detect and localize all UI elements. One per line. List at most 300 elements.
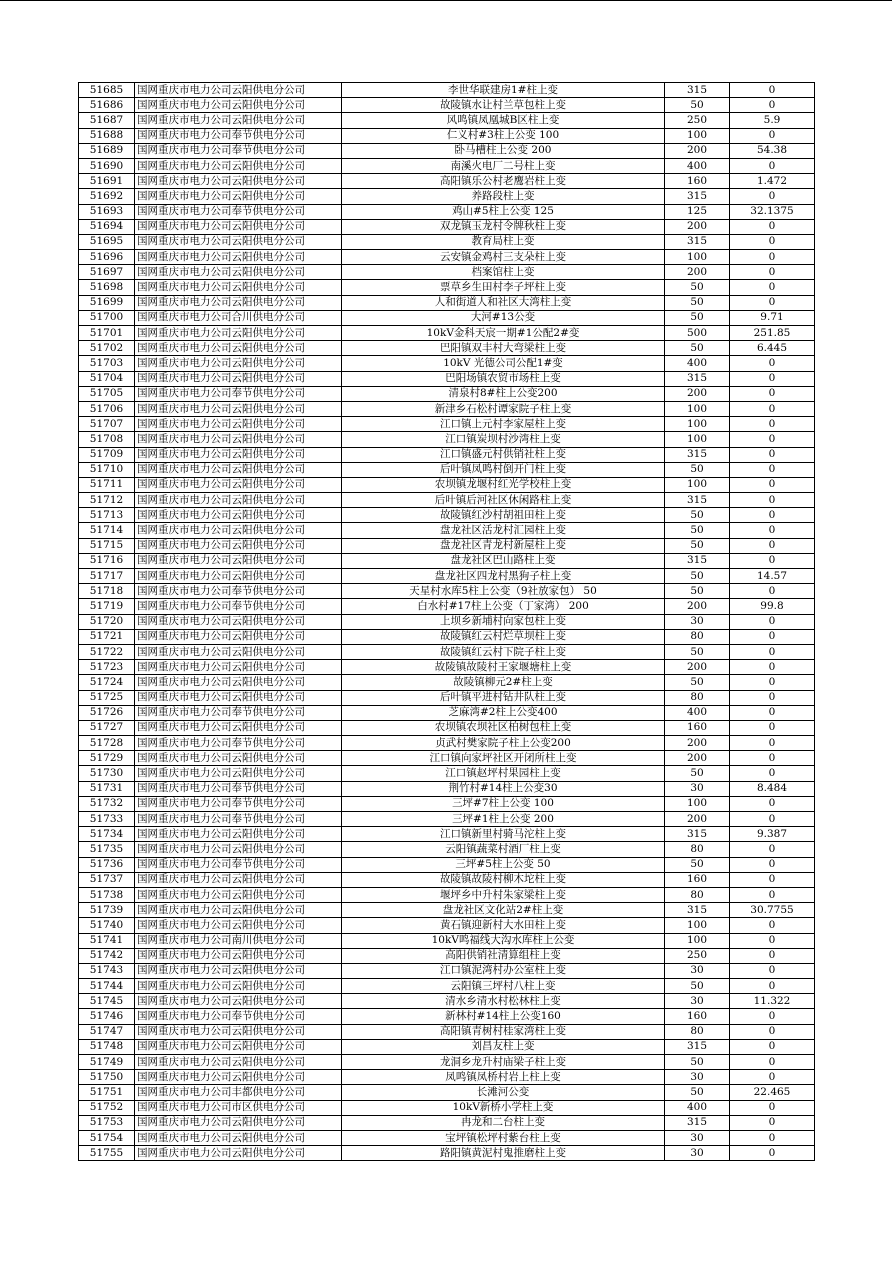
- value-cell: 0: [730, 295, 815, 310]
- value-cell: 0: [730, 857, 815, 872]
- value-cell: 0: [730, 553, 815, 568]
- capacity-cell: 80: [665, 842, 730, 857]
- row-id-cell: 51731: [79, 781, 135, 796]
- row-id-cell: 51685: [79, 83, 135, 98]
- capacity-cell: 315: [665, 83, 730, 98]
- table-row: [79, 1024, 815, 1039]
- transformer-name-cell: 故陵镇红沙村胡祖田柱上变: [342, 508, 665, 523]
- table-row: [79, 675, 815, 690]
- value-cell: 0: [730, 796, 815, 811]
- row-id-cell: 51719: [79, 599, 135, 614]
- transformer-table-body: [79, 83, 815, 1161]
- transformer-name-cell: 卧马槽柱上公变 200: [342, 143, 665, 158]
- company-cell: 国网重庆市电力公司云阳供电分公司: [135, 553, 342, 568]
- table-row: [79, 326, 815, 341]
- value-cell: 0: [730, 629, 815, 644]
- row-id-cell: 51724: [79, 675, 135, 690]
- transformer-name-cell: 大河#13公变: [342, 310, 665, 325]
- transformer-table: [78, 82, 815, 1161]
- value-cell: 251.85: [730, 326, 815, 341]
- row-id-cell: 51739: [79, 903, 135, 918]
- row-id-cell: 51754: [79, 1130, 135, 1145]
- company-cell: 国网重庆市电力公司云阳供电分公司: [135, 174, 342, 189]
- capacity-cell: 500: [665, 326, 730, 341]
- transformer-name-cell: 后叶镇凤鸣村倒开门柱上变: [342, 462, 665, 477]
- capacity-cell: 200: [665, 265, 730, 280]
- transformer-name-cell: 10kV鸣福线大沟水库柱上公变: [342, 933, 665, 948]
- capacity-cell: 400: [665, 705, 730, 720]
- transformer-name-cell: 高阳镇青树村桂家湾柱上变: [342, 1024, 665, 1039]
- company-cell: 国网重庆市电力公司云阳供电分公司: [135, 629, 342, 644]
- row-id-cell: 51690: [79, 158, 135, 173]
- row-id-cell: 51696: [79, 250, 135, 265]
- capacity-cell: 315: [665, 553, 730, 568]
- capacity-cell: 50: [665, 979, 730, 994]
- transformer-name-cell: 云阳镇蔬菜村酒厂柱上变: [342, 842, 665, 857]
- capacity-cell: 160: [665, 1009, 730, 1024]
- transformer-name-cell: 10kV新桥小学柱上变: [342, 1100, 665, 1115]
- transformer-name-cell: 芝麻湾#2柱上公变400: [342, 705, 665, 720]
- table-row: [79, 234, 815, 249]
- value-cell: 0: [730, 720, 815, 735]
- capacity-cell: 30: [665, 614, 730, 629]
- table-row: [79, 751, 815, 766]
- value-cell: 0: [730, 371, 815, 386]
- transformer-name-cell: 故陵镇故陵村王家堰塘柱上变: [342, 660, 665, 675]
- transformer-name-cell: 三坪#1柱上公变 200: [342, 812, 665, 827]
- transformer-name-cell: 盘龙社区四龙村黑狗子柱上变: [342, 569, 665, 584]
- row-id-cell: 51691: [79, 174, 135, 189]
- transformer-name-cell: 江口镇上元村李家屋柱上变: [342, 417, 665, 432]
- table-row: [79, 371, 815, 386]
- table-row: [79, 265, 815, 280]
- transformer-name-cell: 盘龙社区青龙村新屋柱上变: [342, 538, 665, 553]
- row-id-cell: 51703: [79, 356, 135, 371]
- value-cell: 0: [730, 933, 815, 948]
- row-id-cell: 51704: [79, 371, 135, 386]
- table-row: [79, 979, 815, 994]
- table-row: [79, 143, 815, 158]
- company-cell: 国网重庆市电力公司奉节供电分公司: [135, 781, 342, 796]
- company-cell: 国网重庆市电力公司云阳供电分公司: [135, 508, 342, 523]
- value-cell: 6.445: [730, 341, 815, 356]
- value-cell: 0: [730, 1130, 815, 1145]
- capacity-cell: 315: [665, 493, 730, 508]
- row-id-cell: 51747: [79, 1024, 135, 1039]
- row-id-cell: 51718: [79, 584, 135, 599]
- table-row: [79, 660, 815, 675]
- row-id-cell: 51750: [79, 1070, 135, 1085]
- transformer-name-cell: 故陵镇水让村兰草包柱上变: [342, 98, 665, 113]
- row-id-cell: 51742: [79, 948, 135, 963]
- company-cell: 国网重庆市电力公司奉节供电分公司: [135, 1009, 342, 1024]
- value-cell: 0: [730, 538, 815, 553]
- company-cell: 国网重庆市电力公司云阳供电分公司: [135, 963, 342, 978]
- row-id-cell: 51710: [79, 462, 135, 477]
- table-row: [79, 417, 815, 432]
- value-cell: 54.38: [730, 143, 815, 158]
- table-row: [79, 584, 815, 599]
- table-row: [79, 1115, 815, 1130]
- value-cell: 0: [730, 963, 815, 978]
- capacity-cell: 50: [665, 508, 730, 523]
- company-cell: 国网重庆市电力公司奉节供电分公司: [135, 386, 342, 401]
- company-cell: 国网重庆市电力公司云阳供电分公司: [135, 644, 342, 659]
- transformer-name-cell: 档案馆柱上变: [342, 265, 665, 280]
- transformer-name-cell: 养路段柱上变: [342, 189, 665, 204]
- table-row: [79, 994, 815, 1009]
- company-cell: 国网重庆市电力公司云阳供电分公司: [135, 341, 342, 356]
- transformer-name-cell: 10kV 光德公司公配1#变: [342, 356, 665, 371]
- value-cell: 0: [730, 660, 815, 675]
- transformer-name-cell: 龙洞乡龙升村庙梁子柱上变: [342, 1055, 665, 1070]
- table-row: [79, 705, 815, 720]
- value-cell: 0: [730, 979, 815, 994]
- capacity-cell: 80: [665, 1024, 730, 1039]
- row-id-cell: 51749: [79, 1055, 135, 1070]
- transformer-name-cell: 长滩河公变: [342, 1085, 665, 1100]
- table-row: [79, 1100, 815, 1115]
- value-cell: 0: [730, 736, 815, 751]
- company-cell: 国网重庆市电力公司云阳供电分公司: [135, 447, 342, 462]
- row-id-cell: 51708: [79, 432, 135, 447]
- value-cell: 0: [730, 386, 815, 401]
- company-cell: 国网重庆市电力公司云阳供电分公司: [135, 1039, 342, 1054]
- transformer-name-cell: 鸡山#5柱上公变 125: [342, 204, 665, 219]
- row-id-cell: 51692: [79, 189, 135, 204]
- company-cell: 国网重庆市电力公司云阳供电分公司: [135, 477, 342, 492]
- company-cell: 国网重庆市电力公司云阳供电分公司: [135, 295, 342, 310]
- transformer-name-cell: 巴阳镇双丰村大弯梁柱上变: [342, 341, 665, 356]
- transformer-name-cell: 风鸣镇凤凰城B区柱上变: [342, 113, 665, 128]
- table-row: [79, 341, 815, 356]
- company-cell: 国网重庆市电力公司奉节供电分公司: [135, 204, 342, 219]
- company-cell: 国网重庆市电力公司云阳供电分公司: [135, 675, 342, 690]
- table-row: [79, 887, 815, 902]
- row-id-cell: 51729: [79, 751, 135, 766]
- company-cell: 国网重庆市电力公司云阳供电分公司: [135, 1146, 342, 1161]
- capacity-cell: 50: [665, 98, 730, 113]
- transformer-name-cell: 江口镇炭坝村沙湾柱上变: [342, 432, 665, 447]
- transformer-name-cell: 江口镇盛元村供销社柱上变: [342, 447, 665, 462]
- transformer-name-cell: 云阳镇三坪村八柱上变: [342, 979, 665, 994]
- row-id-cell: 51722: [79, 644, 135, 659]
- capacity-cell: 30: [665, 1130, 730, 1145]
- company-cell: 国网重庆市电力公司云阳供电分公司: [135, 994, 342, 1009]
- value-cell: 0: [730, 812, 815, 827]
- capacity-cell: 30: [665, 963, 730, 978]
- company-cell: 国网重庆市电力公司云阳供电分公司: [135, 872, 342, 887]
- capacity-cell: 100: [665, 128, 730, 143]
- company-cell: 国网重庆市电力公司云阳供电分公司: [135, 1055, 342, 1070]
- company-cell: 国网重庆市电力公司云阳供电分公司: [135, 98, 342, 113]
- row-id-cell: 51707: [79, 417, 135, 432]
- value-cell: 0: [730, 234, 815, 249]
- capacity-cell: 200: [665, 143, 730, 158]
- value-cell: 0: [730, 158, 815, 173]
- capacity-cell: 50: [665, 1055, 730, 1070]
- company-cell: 国网重庆市电力公司云阳供电分公司: [135, 1070, 342, 1085]
- value-cell: 9.387: [730, 827, 815, 842]
- value-cell: 1.472: [730, 174, 815, 189]
- value-cell: 0: [730, 250, 815, 265]
- row-id-cell: 51737: [79, 872, 135, 887]
- row-id-cell: 51695: [79, 234, 135, 249]
- transformer-name-cell: 故陵镇故陵村柳木坨柱上变: [342, 872, 665, 887]
- table-row: [79, 872, 815, 887]
- company-cell: 国网重庆市电力公司云阳供电分公司: [135, 903, 342, 918]
- table-row: [79, 720, 815, 735]
- transformer-name-cell: 路阳镇黄泥村鬼推磨柱上变: [342, 1146, 665, 1161]
- value-cell: 0: [730, 1039, 815, 1054]
- capacity-cell: 200: [665, 660, 730, 675]
- value-cell: 0: [730, 417, 815, 432]
- table-row: [79, 842, 815, 857]
- transformer-name-cell: 江口镇泥湾村办公室柱上变: [342, 963, 665, 978]
- company-cell: 国网重庆市电力公司云阳供电分公司: [135, 189, 342, 204]
- company-cell: 国网重庆市电力公司云阳供电分公司: [135, 569, 342, 584]
- capacity-cell: 30: [665, 1146, 730, 1161]
- capacity-cell: 100: [665, 417, 730, 432]
- value-cell: 0: [730, 614, 815, 629]
- capacity-cell: 50: [665, 341, 730, 356]
- row-id-cell: 51741: [79, 933, 135, 948]
- table-row: [79, 462, 815, 477]
- table-row: [79, 569, 815, 584]
- row-id-cell: 51732: [79, 796, 135, 811]
- transformer-name-cell: 巴阳场镇农贸市场柱上变: [342, 371, 665, 386]
- capacity-cell: 125: [665, 204, 730, 219]
- row-id-cell: 51702: [79, 341, 135, 356]
- row-id-cell: 51720: [79, 614, 135, 629]
- row-id-cell: 51689: [79, 143, 135, 158]
- value-cell: 0: [730, 128, 815, 143]
- company-cell: 国网重庆市电力公司云阳供电分公司: [135, 842, 342, 857]
- row-id-cell: 51753: [79, 1115, 135, 1130]
- value-cell: 0: [730, 401, 815, 416]
- transformer-name-cell: 农坝镇农坝社区柏树包柱上变: [342, 720, 665, 735]
- value-cell: 0: [730, 1115, 815, 1130]
- table-row: [79, 204, 815, 219]
- value-cell: 0: [730, 356, 815, 371]
- row-id-cell: 51727: [79, 720, 135, 735]
- capacity-cell: 80: [665, 629, 730, 644]
- value-cell: 99.8: [730, 599, 815, 614]
- value-cell: 0: [730, 523, 815, 538]
- table-row: [79, 493, 815, 508]
- row-id-cell: 51715: [79, 538, 135, 553]
- capacity-cell: 250: [665, 948, 730, 963]
- company-cell: 国网重庆市电力公司云阳供电分公司: [135, 948, 342, 963]
- capacity-cell: 50: [665, 538, 730, 553]
- capacity-cell: 100: [665, 477, 730, 492]
- table-row: [79, 812, 815, 827]
- company-cell: 国网重庆市电力公司奉节供电分公司: [135, 736, 342, 751]
- table-row: [79, 918, 815, 933]
- row-id-cell: 51706: [79, 401, 135, 416]
- transformer-name-cell: 上坝乡新埔村向家包柱上变: [342, 614, 665, 629]
- capacity-cell: 50: [665, 766, 730, 781]
- row-id-cell: 51709: [79, 447, 135, 462]
- table-row: [79, 736, 815, 751]
- table-row: [79, 98, 815, 113]
- value-cell: 8.484: [730, 781, 815, 796]
- transformer-name-cell: 故陵镇柳元2#柱上变: [342, 675, 665, 690]
- capacity-cell: 50: [665, 280, 730, 295]
- capacity-cell: 80: [665, 690, 730, 705]
- value-cell: 0: [730, 477, 815, 492]
- company-cell: 国网重庆市电力公司云阳供电分公司: [135, 280, 342, 295]
- value-cell: 0: [730, 705, 815, 720]
- company-cell: 国网重庆市电力公司云阳供电分公司: [135, 827, 342, 842]
- row-id-cell: 51686: [79, 98, 135, 113]
- transformer-name-cell: 江口镇新里村骑马沱柱上变: [342, 827, 665, 842]
- company-cell: 国网重庆市电力公司云阳供电分公司: [135, 751, 342, 766]
- table-row: [79, 614, 815, 629]
- capacity-cell: 50: [665, 675, 730, 690]
- capacity-cell: 250: [665, 113, 730, 128]
- transformer-name-cell: 新林村#14柱上公变160: [342, 1009, 665, 1024]
- company-cell: 国网重庆市电力公司云阳供电分公司: [135, 462, 342, 477]
- value-cell: 0: [730, 644, 815, 659]
- table-row: [79, 83, 815, 98]
- value-cell: 5.9: [730, 113, 815, 128]
- table-row: [79, 477, 815, 492]
- company-cell: 国网重庆市电力公司云阳供电分公司: [135, 250, 342, 265]
- table-row: [79, 1070, 815, 1085]
- transformer-name-cell: 10kV金科天宸一期#1公配2#变: [342, 326, 665, 341]
- capacity-cell: 200: [665, 736, 730, 751]
- capacity-cell: 100: [665, 401, 730, 416]
- transformer-name-cell: 刘昌友柱上变: [342, 1039, 665, 1054]
- capacity-cell: 50: [665, 295, 730, 310]
- capacity-cell: 315: [665, 447, 730, 462]
- transformer-name-cell: 农坝镇龙堰村红光学校柱上变: [342, 477, 665, 492]
- company-cell: 国网重庆市电力公司云阳供电分公司: [135, 523, 342, 538]
- company-cell: 国网重庆市电力公司云阳供电分公司: [135, 265, 342, 280]
- table-row: [79, 1009, 815, 1024]
- table-row: [79, 356, 815, 371]
- value-cell: 0: [730, 189, 815, 204]
- company-cell: 国网重庆市电力公司云阳供电分公司: [135, 417, 342, 432]
- company-cell: 国网重庆市电力公司云阳供电分公司: [135, 720, 342, 735]
- row-id-cell: 51711: [79, 477, 135, 492]
- company-cell: 国网重庆市电力公司云阳供电分公司: [135, 766, 342, 781]
- table-row: [79, 599, 815, 614]
- transformer-name-cell: 高阳供销社清算组柱上变: [342, 948, 665, 963]
- row-id-cell: 51697: [79, 265, 135, 280]
- company-cell: 国网重庆市电力公司云阳供电分公司: [135, 356, 342, 371]
- company-cell: 国网重庆市电力公司奉节供电分公司: [135, 128, 342, 143]
- company-cell: 国网重庆市电力公司市区供电分公司: [135, 1100, 342, 1115]
- capacity-cell: 50: [665, 857, 730, 872]
- capacity-cell: 30: [665, 1070, 730, 1085]
- table-row: [79, 219, 815, 234]
- value-cell: 0: [730, 1070, 815, 1085]
- row-id-cell: 51734: [79, 827, 135, 842]
- row-id-cell: 51740: [79, 918, 135, 933]
- capacity-cell: 50: [665, 644, 730, 659]
- table-row: [79, 948, 815, 963]
- value-cell: 30.7755: [730, 903, 815, 918]
- transformer-name-cell: 凤鸣镇凤桥村岩上柱上变: [342, 1070, 665, 1085]
- table-row: [79, 523, 815, 538]
- transformer-name-cell: 堰坪乡中升村朱家梁柱上变: [342, 887, 665, 902]
- row-id-cell: 51755: [79, 1146, 135, 1161]
- capacity-cell: 315: [665, 234, 730, 249]
- transformer-name-cell: 三坪#5柱上公变 50: [342, 857, 665, 872]
- transformer-name-cell: 荆竹村#14柱上公变30: [342, 781, 665, 796]
- capacity-cell: 50: [665, 1085, 730, 1100]
- capacity-cell: 315: [665, 371, 730, 386]
- transformer-name-cell: 教育局柱上变: [342, 234, 665, 249]
- row-id-cell: 51700: [79, 310, 135, 325]
- capacity-cell: 50: [665, 584, 730, 599]
- transformer-name-cell: 票草乡生田村李子坪柱上变: [342, 280, 665, 295]
- row-id-cell: 51723: [79, 660, 135, 675]
- value-cell: 22.465: [730, 1085, 815, 1100]
- capacity-cell: 30: [665, 781, 730, 796]
- capacity-cell: 200: [665, 219, 730, 234]
- company-cell: 国网重庆市电力公司云阳供电分公司: [135, 219, 342, 234]
- table-row: [79, 189, 815, 204]
- capacity-cell: 400: [665, 1100, 730, 1115]
- row-id-cell: 51712: [79, 493, 135, 508]
- row-id-cell: 51698: [79, 280, 135, 295]
- row-id-cell: 51743: [79, 963, 135, 978]
- transformer-name-cell: 南溪火电厂二号柱上变: [342, 158, 665, 173]
- transformer-name-cell: 天星村水库5柱上公变（9社放家包） 50: [342, 584, 665, 599]
- transformer-name-cell: 故陵镇红云村烂草坝柱上变: [342, 629, 665, 644]
- table-row: [79, 903, 815, 918]
- row-id-cell: 51730: [79, 766, 135, 781]
- row-id-cell: 51714: [79, 523, 135, 538]
- capacity-cell: 200: [665, 812, 730, 827]
- row-id-cell: 51752: [79, 1100, 135, 1115]
- company-cell: 国网重庆市电力公司云阳供电分公司: [135, 83, 342, 98]
- company-cell: 国网重庆市电力公司云阳供电分公司: [135, 158, 342, 173]
- table-row: [79, 1085, 815, 1100]
- company-cell: 国网重庆市电力公司丰都供电分公司: [135, 1085, 342, 1100]
- company-cell: 国网重庆市电力公司云阳供电分公司: [135, 979, 342, 994]
- capacity-cell: 315: [665, 827, 730, 842]
- company-cell: 国网重庆市电力公司奉节供电分公司: [135, 796, 342, 811]
- table-row: [79, 174, 815, 189]
- value-cell: 0: [730, 1024, 815, 1039]
- value-cell: 0: [730, 432, 815, 447]
- company-cell: 国网重庆市电力公司云阳供电分公司: [135, 493, 342, 508]
- capacity-cell: 100: [665, 796, 730, 811]
- capacity-cell: 50: [665, 523, 730, 538]
- table-row: [79, 857, 815, 872]
- table-row: [79, 796, 815, 811]
- company-cell: 国网重庆市电力公司合川供电分公司: [135, 310, 342, 325]
- company-cell: 国网重庆市电力公司奉节供电分公司: [135, 599, 342, 614]
- table-row: [79, 538, 815, 553]
- row-id-cell: 51746: [79, 1009, 135, 1024]
- page-top-rule: [0, 0, 892, 1]
- transformer-name-cell: 新津乡石松村谭家院子柱上变: [342, 401, 665, 416]
- company-cell: 国网重庆市电力公司云阳供电分公司: [135, 660, 342, 675]
- value-cell: 0: [730, 508, 815, 523]
- transformer-name-cell: 双龙镇玉龙村令牌秋柱上变: [342, 219, 665, 234]
- company-cell: 国网重庆市电力公司奉节供电分公司: [135, 705, 342, 720]
- company-cell: 国网重庆市电力公司奉节供电分公司: [135, 812, 342, 827]
- capacity-cell: 100: [665, 933, 730, 948]
- table-row: [79, 250, 815, 265]
- transformer-name-cell: 江口镇向家坪社区开闭所柱上变: [342, 751, 665, 766]
- table-row: [79, 508, 815, 523]
